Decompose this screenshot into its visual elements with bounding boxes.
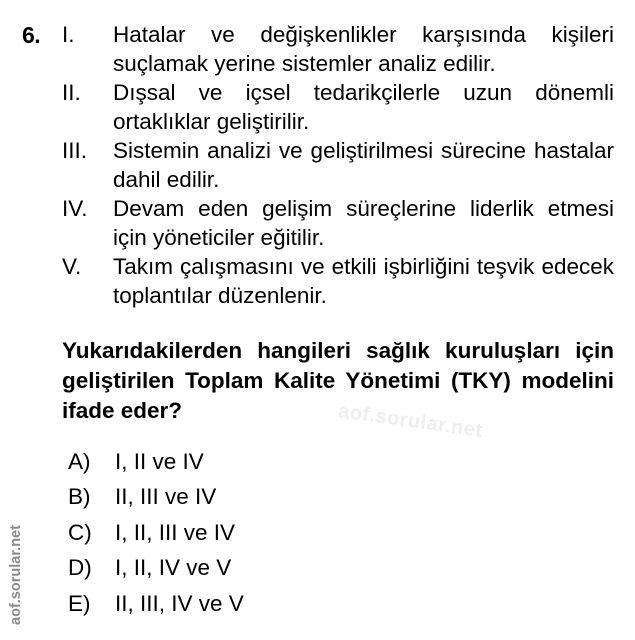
option-text: I, II, IV ve V bbox=[115, 555, 232, 580]
option-letter: C) bbox=[68, 520, 92, 545]
statement-text: Takım çalışmasını ve etkili işbirliğini teşvik edecek toplantılar düzenlenir. bbox=[113, 254, 614, 308]
statement-text: Devam eden gelişim süreçlerine liderlik etmesi için yöneticiler eğitilir. bbox=[113, 196, 614, 250]
statement-roman: IV. bbox=[62, 196, 88, 221]
option-text: II, III, IV ve V bbox=[115, 591, 244, 616]
statement-5 bbox=[62, 252, 614, 310]
statement-text: Hatalar ve değişkenlikler karşısında kişileri suçlamak yerine sistemler analiz edilir. bbox=[113, 22, 614, 76]
option-text: I, II, III ve IV bbox=[115, 520, 236, 545]
statement-roman: III. bbox=[62, 138, 88, 163]
statement-roman: V. bbox=[62, 254, 82, 279]
option-c[interactable] bbox=[68, 518, 235, 548]
statement-roman: I. bbox=[62, 22, 75, 47]
question-prompt: Yukarıdakilerden hangileri sağlık kuruluşları için geliştirilen Toplam Kalite Yönetimi (TKY) modelini ifade eder? bbox=[62, 338, 614, 423]
option-letter: B) bbox=[68, 484, 91, 509]
option-b[interactable] bbox=[68, 482, 216, 512]
statement-text: Sistemin analizi ve geliştirilmesi sürecine hastalar dahil edilir. bbox=[113, 138, 614, 192]
watermark-diagonal: aof.sorular.net bbox=[336, 400, 484, 443]
statement-3 bbox=[62, 136, 614, 194]
option-letter: D) bbox=[68, 555, 92, 580]
option-letter: A) bbox=[68, 449, 91, 474]
option-letter: E) bbox=[68, 591, 91, 616]
statement-roman: II. bbox=[62, 80, 81, 105]
option-e[interactable] bbox=[68, 589, 244, 619]
statement-4 bbox=[62, 194, 614, 252]
option-text: II, III ve IV bbox=[115, 484, 217, 509]
watermark-vertical: aof.sorular.net bbox=[8, 525, 24, 625]
statement-text: Dışsal ve içsel tedarikçilerle uzun dönemli ortaklıklar geliştirilir. bbox=[113, 80, 614, 134]
statement-1 bbox=[62, 20, 614, 78]
statement-2 bbox=[62, 78, 614, 136]
option-text: I, II ve IV bbox=[115, 449, 204, 474]
question-number: 6. bbox=[22, 22, 41, 48]
option-a[interactable] bbox=[68, 447, 204, 477]
option-d[interactable] bbox=[68, 553, 231, 583]
